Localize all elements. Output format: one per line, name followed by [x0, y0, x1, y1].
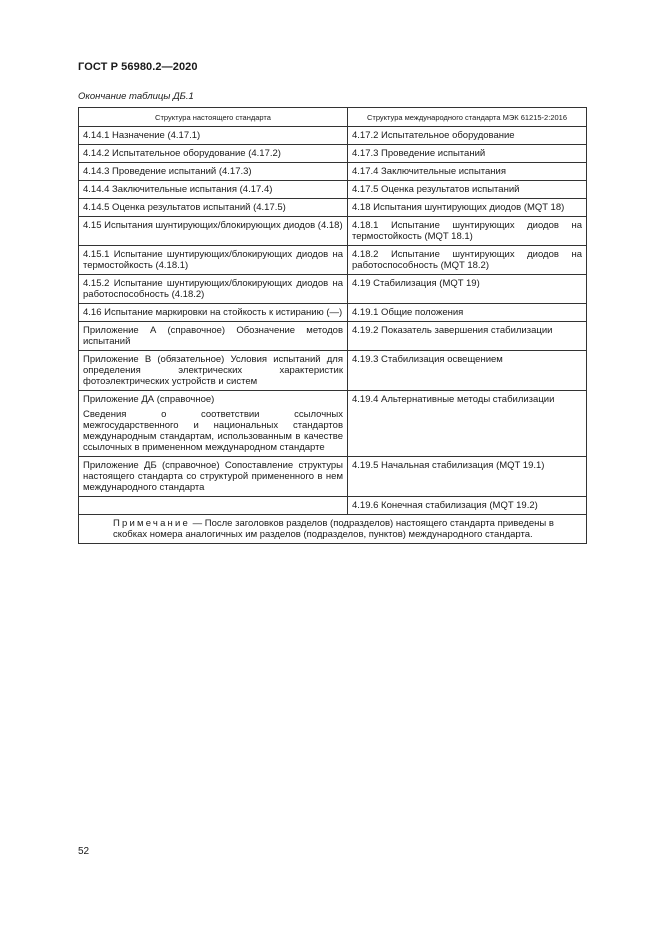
cell-international-structure: 4.19.5 Начальная стабилизация (MQT 19.1) — [348, 457, 587, 497]
table-row — [79, 181, 587, 199]
cell-paragraph: Приложение А (справочное) Обозначение методов испытаний — [83, 325, 343, 347]
table-row — [79, 163, 587, 181]
cell-international-structure: 4.17.4 Заключительные испытания — [348, 163, 587, 181]
cell-national-structure — [79, 246, 348, 275]
table-row — [79, 351, 587, 391]
page-number: 52 — [78, 846, 90, 857]
note-paragraph — [83, 518, 582, 540]
table-header-row — [79, 108, 587, 127]
cell-paragraph: 4.14.2 Испытательное оборудование (4.17.2) — [83, 148, 281, 159]
table-row — [79, 246, 587, 275]
cell-national-structure — [79, 497, 348, 515]
cell-international-structure: 4.19.2 Показатель завершения стабилизации — [348, 322, 587, 351]
cell-international-structure: 4.19.6 Конечная стабилизация (MQT 19.2) — [348, 497, 587, 515]
column-header-national: Структура настоящего стандарта — [79, 108, 348, 127]
cell-paragraph: 4.14.3 Проведение испытаний (4.17.3) — [83, 166, 252, 177]
note-text: — После заголовков разделов (подразделов) настоящего стандарта приведены в скобках номера аналогичных им разделов (подразделов, пунктов) международного стандарта. — [113, 518, 554, 540]
table-row — [79, 391, 587, 457]
cell-national-structure — [79, 199, 348, 217]
cell-national-structure — [79, 322, 348, 351]
table-body — [79, 127, 587, 515]
cell-paragraph: 4.14.5 Оценка результатов испытаний (4.17.5) — [83, 202, 286, 213]
cell-international-structure: 4.18.1 Испытание шунтирующих диодов на термостойкость (MQT 18.1) — [348, 217, 587, 246]
structure-comparison-table — [78, 107, 587, 544]
table-row — [79, 457, 587, 497]
cell-paragraph: 4.15.1 Испытание шунтирующих/блокирующих диодов на термостойкость (4.18.1) — [83, 249, 343, 271]
cell-national-structure — [79, 163, 348, 181]
note-label: Примечание — [113, 518, 190, 529]
table-row — [79, 275, 587, 304]
cell-paragraph: 4.15 Испытания шунтирующих/блокирующих диодов (4.18) — [83, 220, 343, 231]
cell-international-structure: 4.19 Стабилизация (MQT 19) — [348, 275, 587, 304]
cell-international-structure: 4.18.2 Испытание шунтирующих диодов на работоспособность (MQT 18.2) — [348, 246, 587, 275]
cell-national-structure — [79, 391, 348, 457]
table-row — [79, 217, 587, 246]
cell-international-structure: 4.17.3 Проведение испытаний — [348, 145, 587, 163]
cell-paragraph: Сведения о соответствии ссылочных межгосударственного и национальных стандартов международным стандартам, использованным в качестве ссылочных в примененном международном стандарте — [83, 409, 343, 453]
table-caption: Окончание таблицы ДБ.1 — [78, 91, 194, 102]
cell-national-structure — [79, 304, 348, 322]
cell-national-structure — [79, 351, 348, 391]
cell-international-structure: 4.18 Испытания шунтирующих диодов (MQT 18) — [348, 199, 587, 217]
cell-paragraph: 4.16 Испытание маркировки на стойкость к истиранию (—) — [83, 307, 343, 318]
cell-international-structure: 4.17.2 Испытательное оборудование — [348, 127, 587, 145]
table-row — [79, 199, 587, 217]
cell-paragraph: Приложение ДА (справочное) — [83, 394, 215, 405]
cell-national-structure — [79, 217, 348, 246]
table-note-row — [79, 515, 587, 544]
cell-international-structure: 4.19.3 Стабилизация освещением — [348, 351, 587, 391]
cell-paragraph: Приложение ДБ (справочное) Сопоставление структуры настоящего стандарта со структурой примененного в нем международного стандарта — [83, 460, 343, 493]
table-row — [79, 145, 587, 163]
table-row — [79, 304, 587, 322]
cell-international-structure: 4.19.4 Альтернативные методы стабилизации — [348, 391, 587, 457]
document-title: ГОСТ Р 56980.2—2020 — [78, 61, 198, 73]
cell-paragraph: Приложение В (обязательное) Условия испытаний для определения электрических характеристик фотоэлектрических устройств и систем — [83, 354, 343, 387]
cell-international-structure: 4.19.1 Общие положения — [348, 304, 587, 322]
cell-national-structure — [79, 181, 348, 199]
table-row — [79, 127, 587, 145]
cell-international-structure: 4.17.5 Оценка результатов испытаний — [348, 181, 587, 199]
cell-paragraph: 4.14.4 Заключительные испытания (4.17.4) — [83, 184, 273, 195]
cell-national-structure — [79, 457, 348, 497]
column-header-international: Структура международного стандарта МЭК 61215-2:2016 — [348, 108, 587, 127]
cell-paragraph: 4.15.2 Испытание шунтирующих/блокирующих диодов на работоспособность (4.18.2) — [83, 278, 343, 300]
cell-national-structure — [79, 127, 348, 145]
table-row — [79, 497, 587, 515]
cell-national-structure — [79, 275, 348, 304]
cell-paragraph: 4.14.1 Назначение (4.17.1) — [83, 130, 201, 141]
table-note — [79, 515, 587, 544]
table-row — [79, 322, 587, 351]
cell-national-structure — [79, 145, 348, 163]
